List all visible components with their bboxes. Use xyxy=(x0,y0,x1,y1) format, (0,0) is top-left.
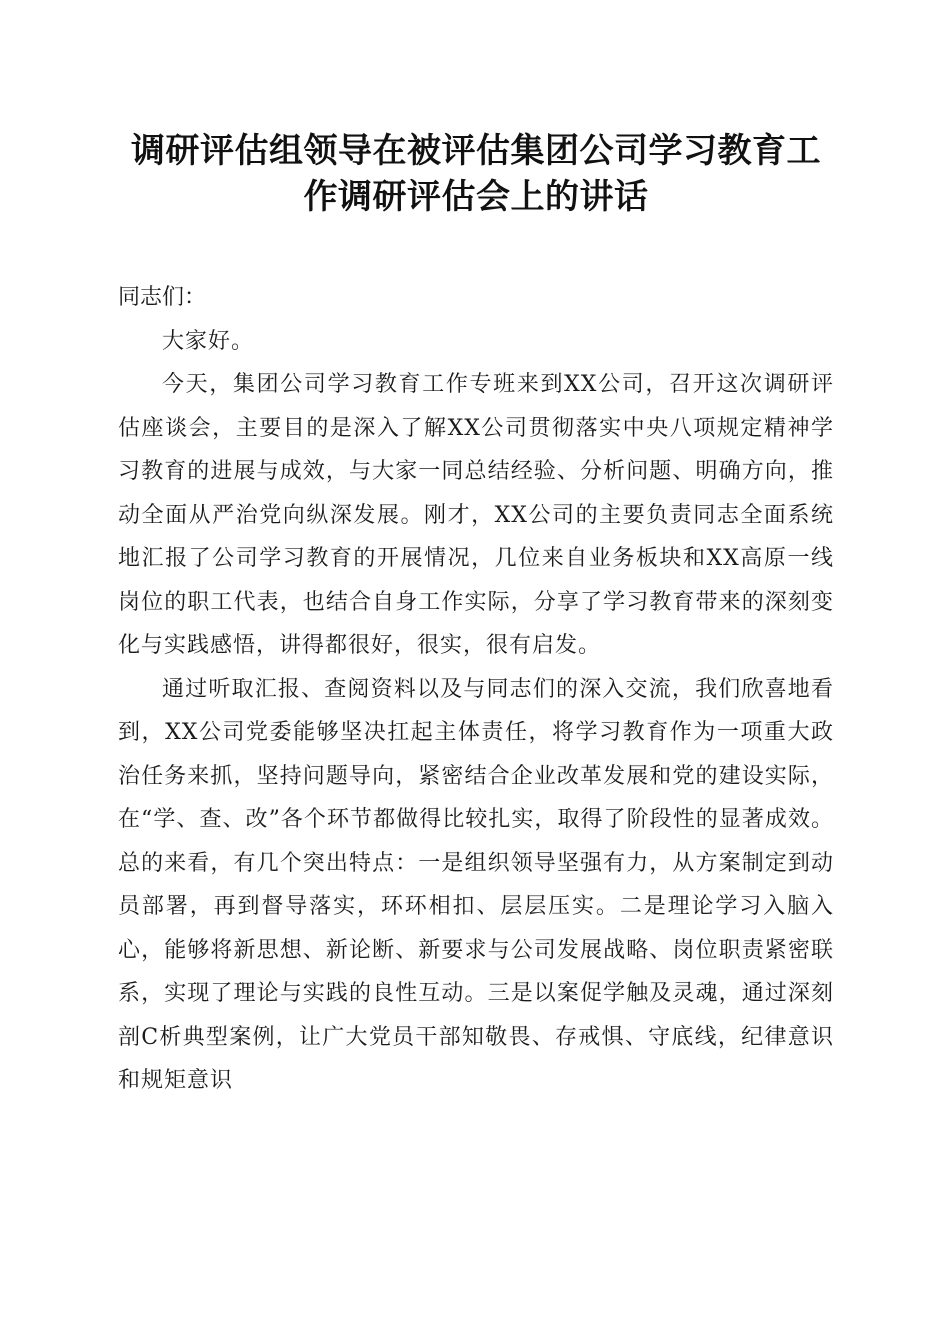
document-body xyxy=(118,276,834,1103)
document-page xyxy=(118,128,834,1103)
document-title xyxy=(118,128,834,220)
title-line-2: 作调研评估会上的讲话 xyxy=(303,177,649,217)
paragraph-introduction: 今天，集团公司学习教育工作专班来到XX公司，召开这次调研评估座谈会，主要目的是深入了解XX公司贯彻落实中央八项规定精神学习教育的进展与成效，与大家一同总结经验、分析问题、明确方向，推动全面从严治党向纵深发展。刚才，XX公司的主要负责同志全面系统地汇报了公司学习教育的开展情况，几位来自业务板块和XX高原一线岗位的职工代表，也结合自身工作实际，分享了学习教育带来的深刻变化与实践感悟，讲得都很好，很实，很有启发。 xyxy=(118,372,834,658)
salutation: 同志们： xyxy=(118,285,207,310)
paragraph-findings: 通过听取汇报、查阅资料以及与同志们的深入交流，我们欣喜地看到，XX公司党委能够坚决扛起主体责任，将学习教育作为一项重大政治任务来抓，坚持问题导向，紧密结合企业改革发展和党的建设实际，在“学、查、改”各个环节都做得比较扎实，取得了阶段性的显著成效。总的来看，有几个突出特点：一是组织领导坚强有力，从方案制定到动员部署，再到督导落实，环环相扣、层层压实。二是理论学习入脑入心，能够将新思想、新论断、新要求与公司发展战略、岗位职责紧密联系，实现了理论与实践的良性互动。三是以案促学触及灵魂，通过深刻剖C析典型案例，让广大党员干部知敬畏、存戒惧、守底线，纪律意识和规矩意识 xyxy=(118,676,834,1093)
title-line-1: 调研评估组领导在被评估集团公司学习教育工 xyxy=(131,131,821,171)
paragraph-greeting: 大家好。 xyxy=(162,328,255,354)
